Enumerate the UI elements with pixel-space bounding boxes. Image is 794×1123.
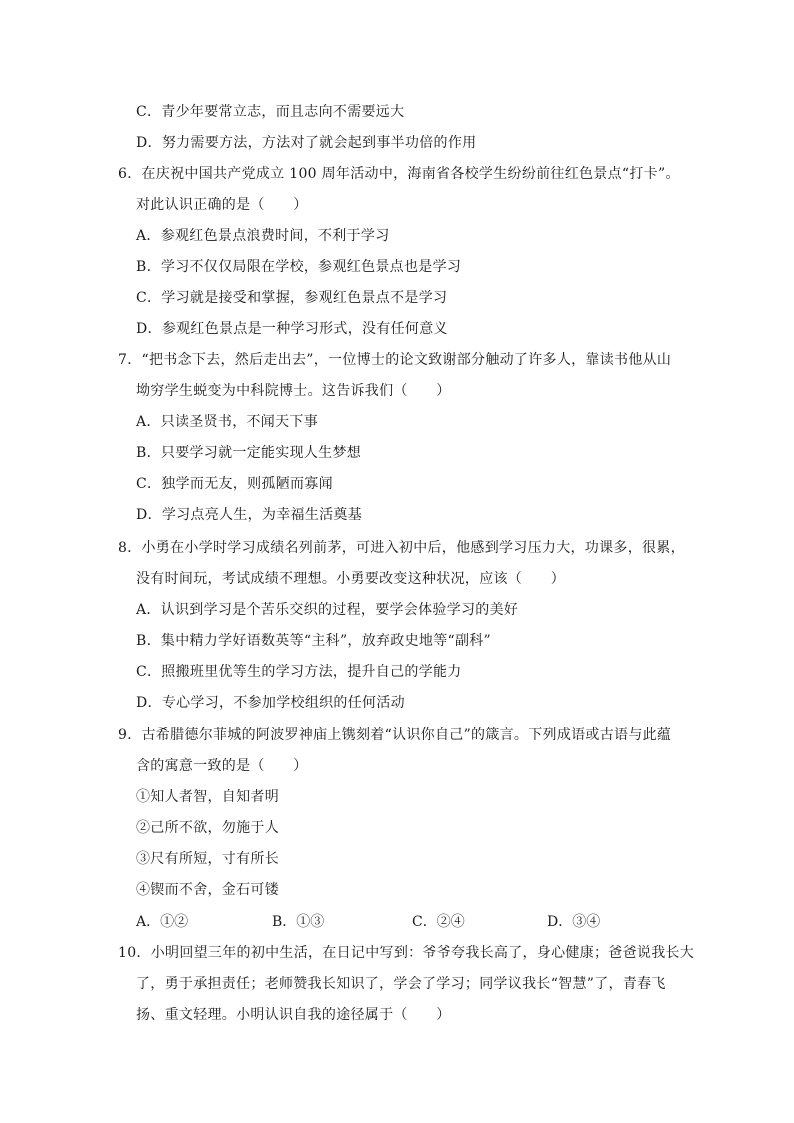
q8-option-a: A．认识到学习是个苦乐交织的过程，要学会体验学习的美好 (136, 602, 519, 618)
q10-stem-line-1: 10．小明回望三年的初中生活，在日记中写到：爷爷夸我长高了，身心健康；爸爸说我长大 (118, 945, 695, 961)
q9-item-4: ④锲而不舍，金石可镂 (136, 882, 279, 898)
q6-stem-line-1: 6．在庆祝中国共产党成立 100 周年活动中，海南省各校学生纷纷前往红色景点“打卡”。 (118, 166, 680, 182)
q7-option-b: B．只要学习就一定能实现人生梦想 (136, 445, 362, 461)
q7-option-d: D．学习点亮人生，为幸福生活奠基 (136, 507, 363, 523)
q6-option-c: C．学习就是接受和掌握，参观红色景点不是学习 (136, 290, 448, 306)
q6-option-d: D．参观红色景点是一种学习形式，没有任何意义 (136, 321, 448, 337)
q10-stem-line-2: 了，勇于承担责任；老师赞我长知识了，学会了学习；同学议我长“智慧”了，青春飞 (136, 976, 666, 992)
q6-option-b: B．学习不仅仅局限在学校，参观红色景点也是学习 (136, 259, 462, 275)
q9-item-1: ①知人者智，自知者明 (136, 789, 279, 805)
q5-option-c: C．青少年要常立志，而且志向不需要远大 (136, 104, 405, 120)
q10-stem-line-3: 扬、重文轻理。小明认识自我的途径属于（ ） (136, 1007, 451, 1023)
q7-stem-line-2: 坳穷学生蜕变为中科院博士。这告诉我们（ ） (136, 383, 451, 399)
q9-item-3: ③尺有所短，寸有所长 (136, 851, 279, 867)
q7-stem-line-1: 7．“把书念下去，然后走出去”，一位博士的论文致谢部分触动了许多人，靠读书他从山 (118, 352, 672, 368)
q9-choice-d: D．③④ (547, 914, 601, 930)
q8-option-b: B．集中精力学好语数英等“主科”，放弃政史地等“副科” (136, 633, 492, 649)
q9-choice-a: A．①② (136, 914, 189, 930)
q8-stem-line-2: 没有时间玩，考试成绩不理想。小勇要改变这种状况，应该（ ） (136, 571, 565, 587)
q8-stem-line-1: 8．小勇在小学时学习成绩名列前茅，可进入初中后，他感到学习压力大，功课多，很累， (118, 540, 685, 556)
q8-option-c: C．照搬班里优等生的学习方法，提升自己的学能力 (136, 664, 462, 680)
q6-stem-line-2: 对此认识正确的是（ ） (136, 197, 308, 213)
q7-option-c: C．独学而无友，则孤陋而寡闻 (136, 476, 333, 492)
q5-option-d: D．努力需要方法，方法对了就会起到事半功倍的作用 (136, 135, 477, 151)
q8-option-d: D．专心学习，不参加学校组织的任何活动 (136, 695, 405, 711)
q9-choice-c: C．②④ (412, 914, 465, 930)
q6-option-a: A．参观红色景点浪费时间，不利于学习 (136, 228, 390, 244)
q9-stem-line-2: 含的寓意一致的是（ ） (136, 758, 308, 774)
q9-choice-row (136, 912, 656, 932)
q9-stem-line-1: 9．古希腊德尔菲城的阿波罗神庙上镌刻着“认识你自己”的箴言。下列成语或古语与此蕴 (118, 727, 672, 743)
q9-choice-b: B．①③ (272, 914, 325, 930)
q7-option-a: A．只读圣贤书，不闻天下事 (136, 414, 319, 430)
q9-item-2: ②己所不欲，勿施于人 (136, 820, 279, 836)
